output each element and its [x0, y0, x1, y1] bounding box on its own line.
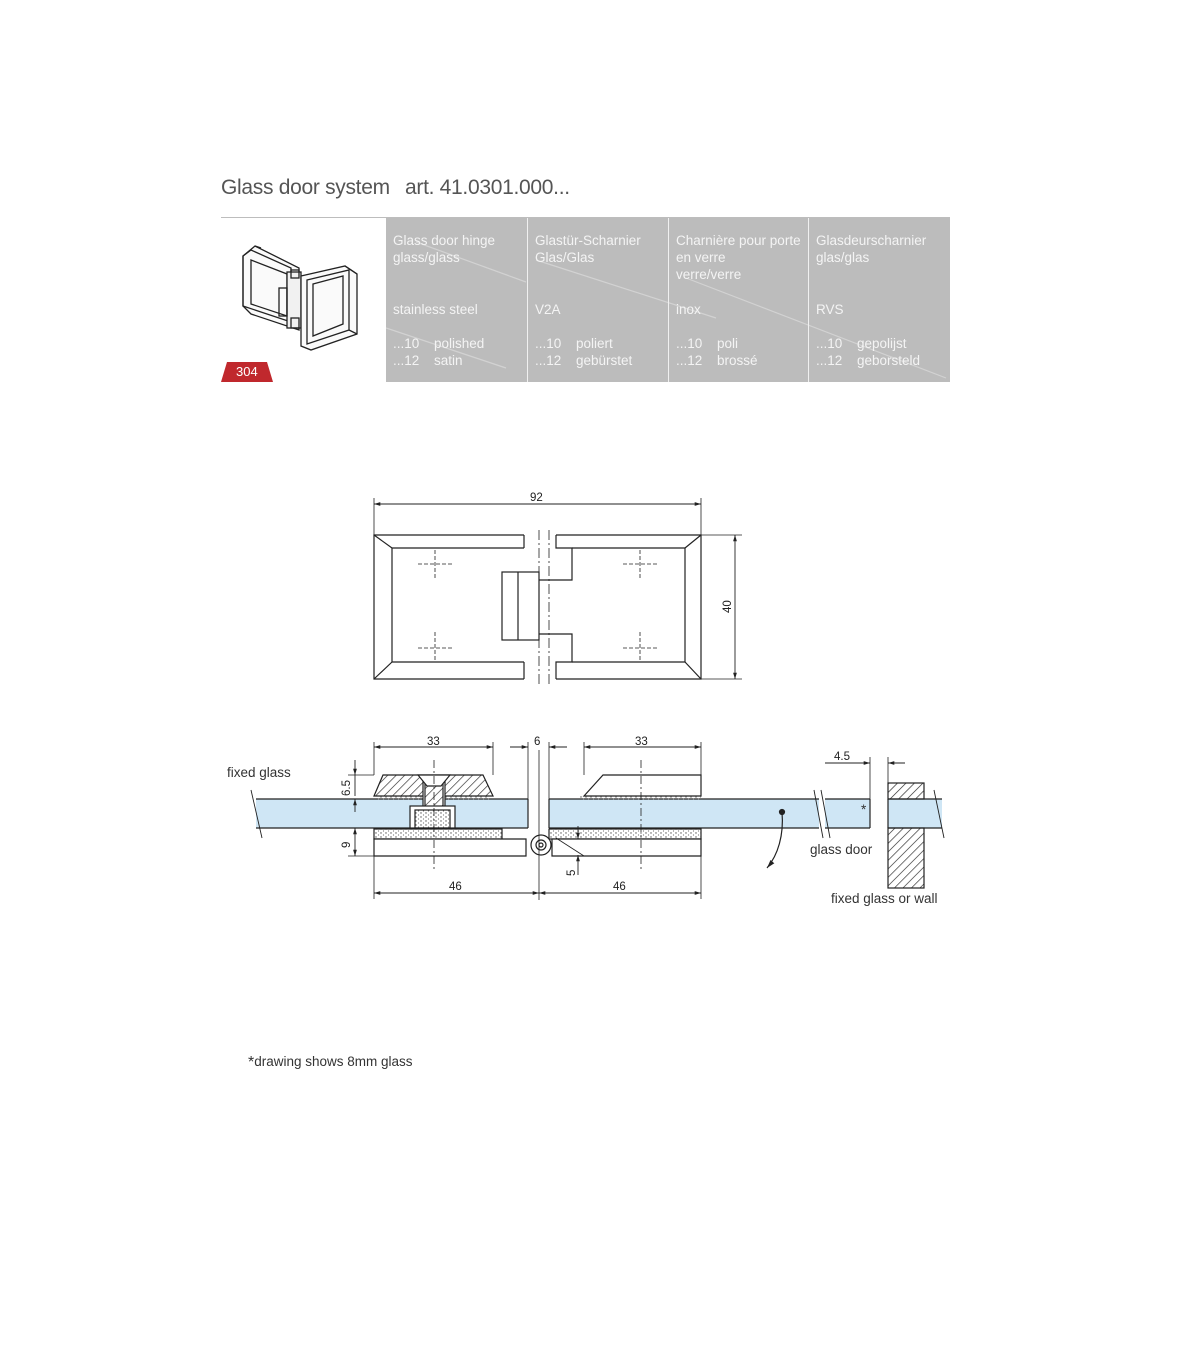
finish-label: brossé — [717, 353, 758, 368]
product-name-en: Glass door hinge glass/glass — [393, 233, 496, 265]
finish-code: ...12 — [676, 353, 703, 368]
material-nl: RVS — [816, 302, 844, 317]
dim-top: 6.5 — [341, 780, 353, 796]
label-fixed-glass-or-wall: fixed glass or wall — [831, 891, 938, 906]
footnote-star: * — [248, 1054, 255, 1071]
dim-gap: 6 — [534, 736, 541, 748]
dim-right-plate: 33 — [635, 736, 648, 748]
top-view — [374, 498, 742, 684]
footnote-text: drawing shows 8mm glass — [254, 1054, 413, 1069]
page-title: Glass door system — [221, 176, 390, 199]
product-name-nl: Glasdeurscharnier glas/glas — [816, 233, 927, 265]
glass-asterisk: * — [861, 802, 867, 817]
finish-code: ...12 — [816, 353, 843, 368]
finish-label: poliert — [576, 336, 613, 351]
dim-pin: 5 — [566, 869, 578, 876]
dim-left-plate: 33 — [427, 736, 440, 748]
dim-left-total: 46 — [449, 881, 462, 893]
finish-label: satin — [434, 353, 463, 368]
label-fixed-glass: fixed glass — [227, 765, 291, 780]
finish-code: ...12 — [393, 353, 420, 368]
finish-code: ...10 — [676, 336, 703, 351]
dim-right-total: 46 — [613, 881, 626, 893]
dim-height: 40 — [722, 600, 734, 613]
footnote — [248, 1053, 413, 1071]
product-name-fr: Charnière pour porte en verre verre/verre — [676, 233, 801, 282]
material-fr: inox — [676, 302, 701, 317]
section-view — [251, 742, 944, 900]
dim-bottom: 9 — [341, 841, 353, 848]
finish-code: ...10 — [816, 336, 843, 351]
product-name-de: Glastür-Scharnier Glas/Glas — [535, 233, 641, 265]
finish-code: ...10 — [393, 336, 420, 351]
finish-code: ...10 — [535, 336, 562, 351]
dim-width: 92 — [530, 492, 543, 504]
finish-label: gepolijst — [857, 336, 907, 351]
finish-label: gebürstet — [576, 353, 633, 368]
article-number: art. 41.0301.000... — [405, 176, 570, 199]
dim-offset: 4.5 — [834, 751, 850, 763]
finish-code: ...12 — [535, 353, 562, 368]
finish-label: polished — [434, 336, 485, 351]
label-glass-door: glass door — [810, 842, 873, 857]
material-de: V2A — [535, 302, 561, 317]
page-number: 304 — [236, 364, 258, 379]
material-en: stainless steel — [393, 302, 478, 317]
finish-label: geborsteld — [857, 353, 921, 368]
finish-label: poli — [717, 336, 739, 351]
